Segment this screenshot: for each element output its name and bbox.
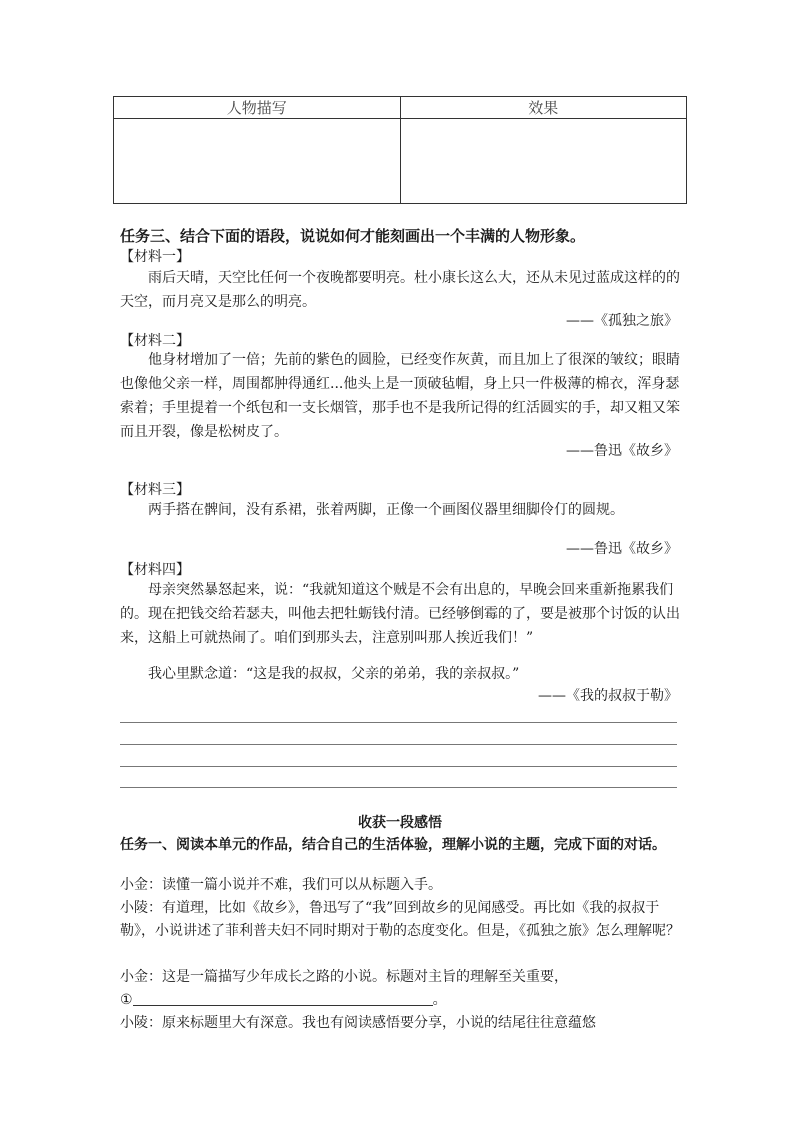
dialogue-line-4: 小陵：原来标题里大有深意。我也有阅读感悟要分享，小说的结尾往往意蕴悠	[120, 1015, 596, 1031]
dialogue-line-2: 小陵：有道理，比如《故乡》，鲁迅写了“我”回到故乡的见闻感受。再比如《我的叔叔于勒》，小说讲述了菲利普夫妇不同时期对于勒的态度变化。但是，《孤独之旅》怎么理解呢？	[120, 900, 680, 939]
dialogue-blank-row	[120, 989, 680, 1012]
table-cell-description-answer[interactable]	[114, 119, 401, 204]
material1-source: ——《孤独之旅》	[566, 313, 678, 329]
harvest-task1-title: 任务一、阅读本单元的作品，结合自己的生活体验，理解小说的主题，完成下面的对话。	[120, 837, 666, 853]
section-title-harvest: 收获一段感悟	[358, 815, 442, 831]
table-header-description: 人物描写	[114, 97, 401, 119]
material3-label: 【材料三】	[120, 482, 190, 498]
material4-label: 【材料四】	[120, 562, 190, 578]
material2-source: ——鲁迅《故乡》	[566, 443, 678, 459]
table-cell-effect-answer[interactable]	[400, 119, 687, 204]
answer-blank-1[interactable]	[133, 989, 433, 1006]
answer-line-4[interactable]	[120, 787, 677, 788]
material1-label: 【材料一】	[120, 249, 190, 265]
material4-text-2: 我心里默念道：“这是我的叔叔，父亲的弟弟，我的亲叔叔。”	[148, 666, 520, 682]
answer-line-2[interactable]	[120, 744, 677, 745]
dialogue-line-1: 小金：读懂一篇小说并不难，我们可以从标题入手。	[120, 877, 442, 893]
dialogue-line-3: 小金：这是一篇描写少年成长之路的小说。标题对主旨的理解至关重要，	[120, 969, 568, 985]
answer-line-1[interactable]	[120, 722, 677, 723]
material3-source: ——鲁迅《故乡》	[566, 541, 678, 557]
blank-number: ①	[120, 992, 133, 1008]
material4-source: ——《我的叔叔于勒》	[538, 688, 678, 704]
answer-line-3[interactable]	[120, 766, 677, 767]
material3-text: 两手搭在髀间，没有系裙，张着两脚，正像一个画图仪器里细脚伶仃的圆规。	[148, 502, 624, 518]
material2-label: 【材料二】	[120, 333, 190, 349]
task3-title: 任务三、结合下面的语段，说说如何才能刻画出一个丰满的人物形象。	[120, 227, 586, 245]
material2-text: 他身材增加了一倍；先前的紫色的圆脸，已经变作灰黄，而且加上了很深的皱纹；眼睛也像他父亲一样，周围都肿得通红...他头上是一顶破毡帽，身上只一件极薄的棉衣，浑身瑟索着；手里提着一个纸包和一支长烟管，那手也不是我所记得的红活圆实的手，却又粗又笨而且开裂，像是松树皮了。	[120, 352, 680, 440]
material4-text: 母亲突然暴怒起来，说：“我就知道这个贼是不会有出息的，早晚会回来重新拖累我们的。现在把钱交给若瑟夫，叫他去把牡蛎钱付清。已经够倒霉的了，要是被那个讨饭的认出来，这船上可就热闹了。咱们到那头去，注意别叫那人挨近我们！”	[120, 582, 680, 646]
material1-text: 雨后天晴，天空比任何一个夜晚都要明亮。杜小康长这么大，还从未见过蓝成这样的的天空，而月亮又是那么的明亮。	[120, 270, 680, 310]
blank-end-punct: 。	[432, 992, 447, 1008]
character-description-table	[113, 96, 687, 204]
table-header-effect: 效果	[400, 97, 687, 119]
